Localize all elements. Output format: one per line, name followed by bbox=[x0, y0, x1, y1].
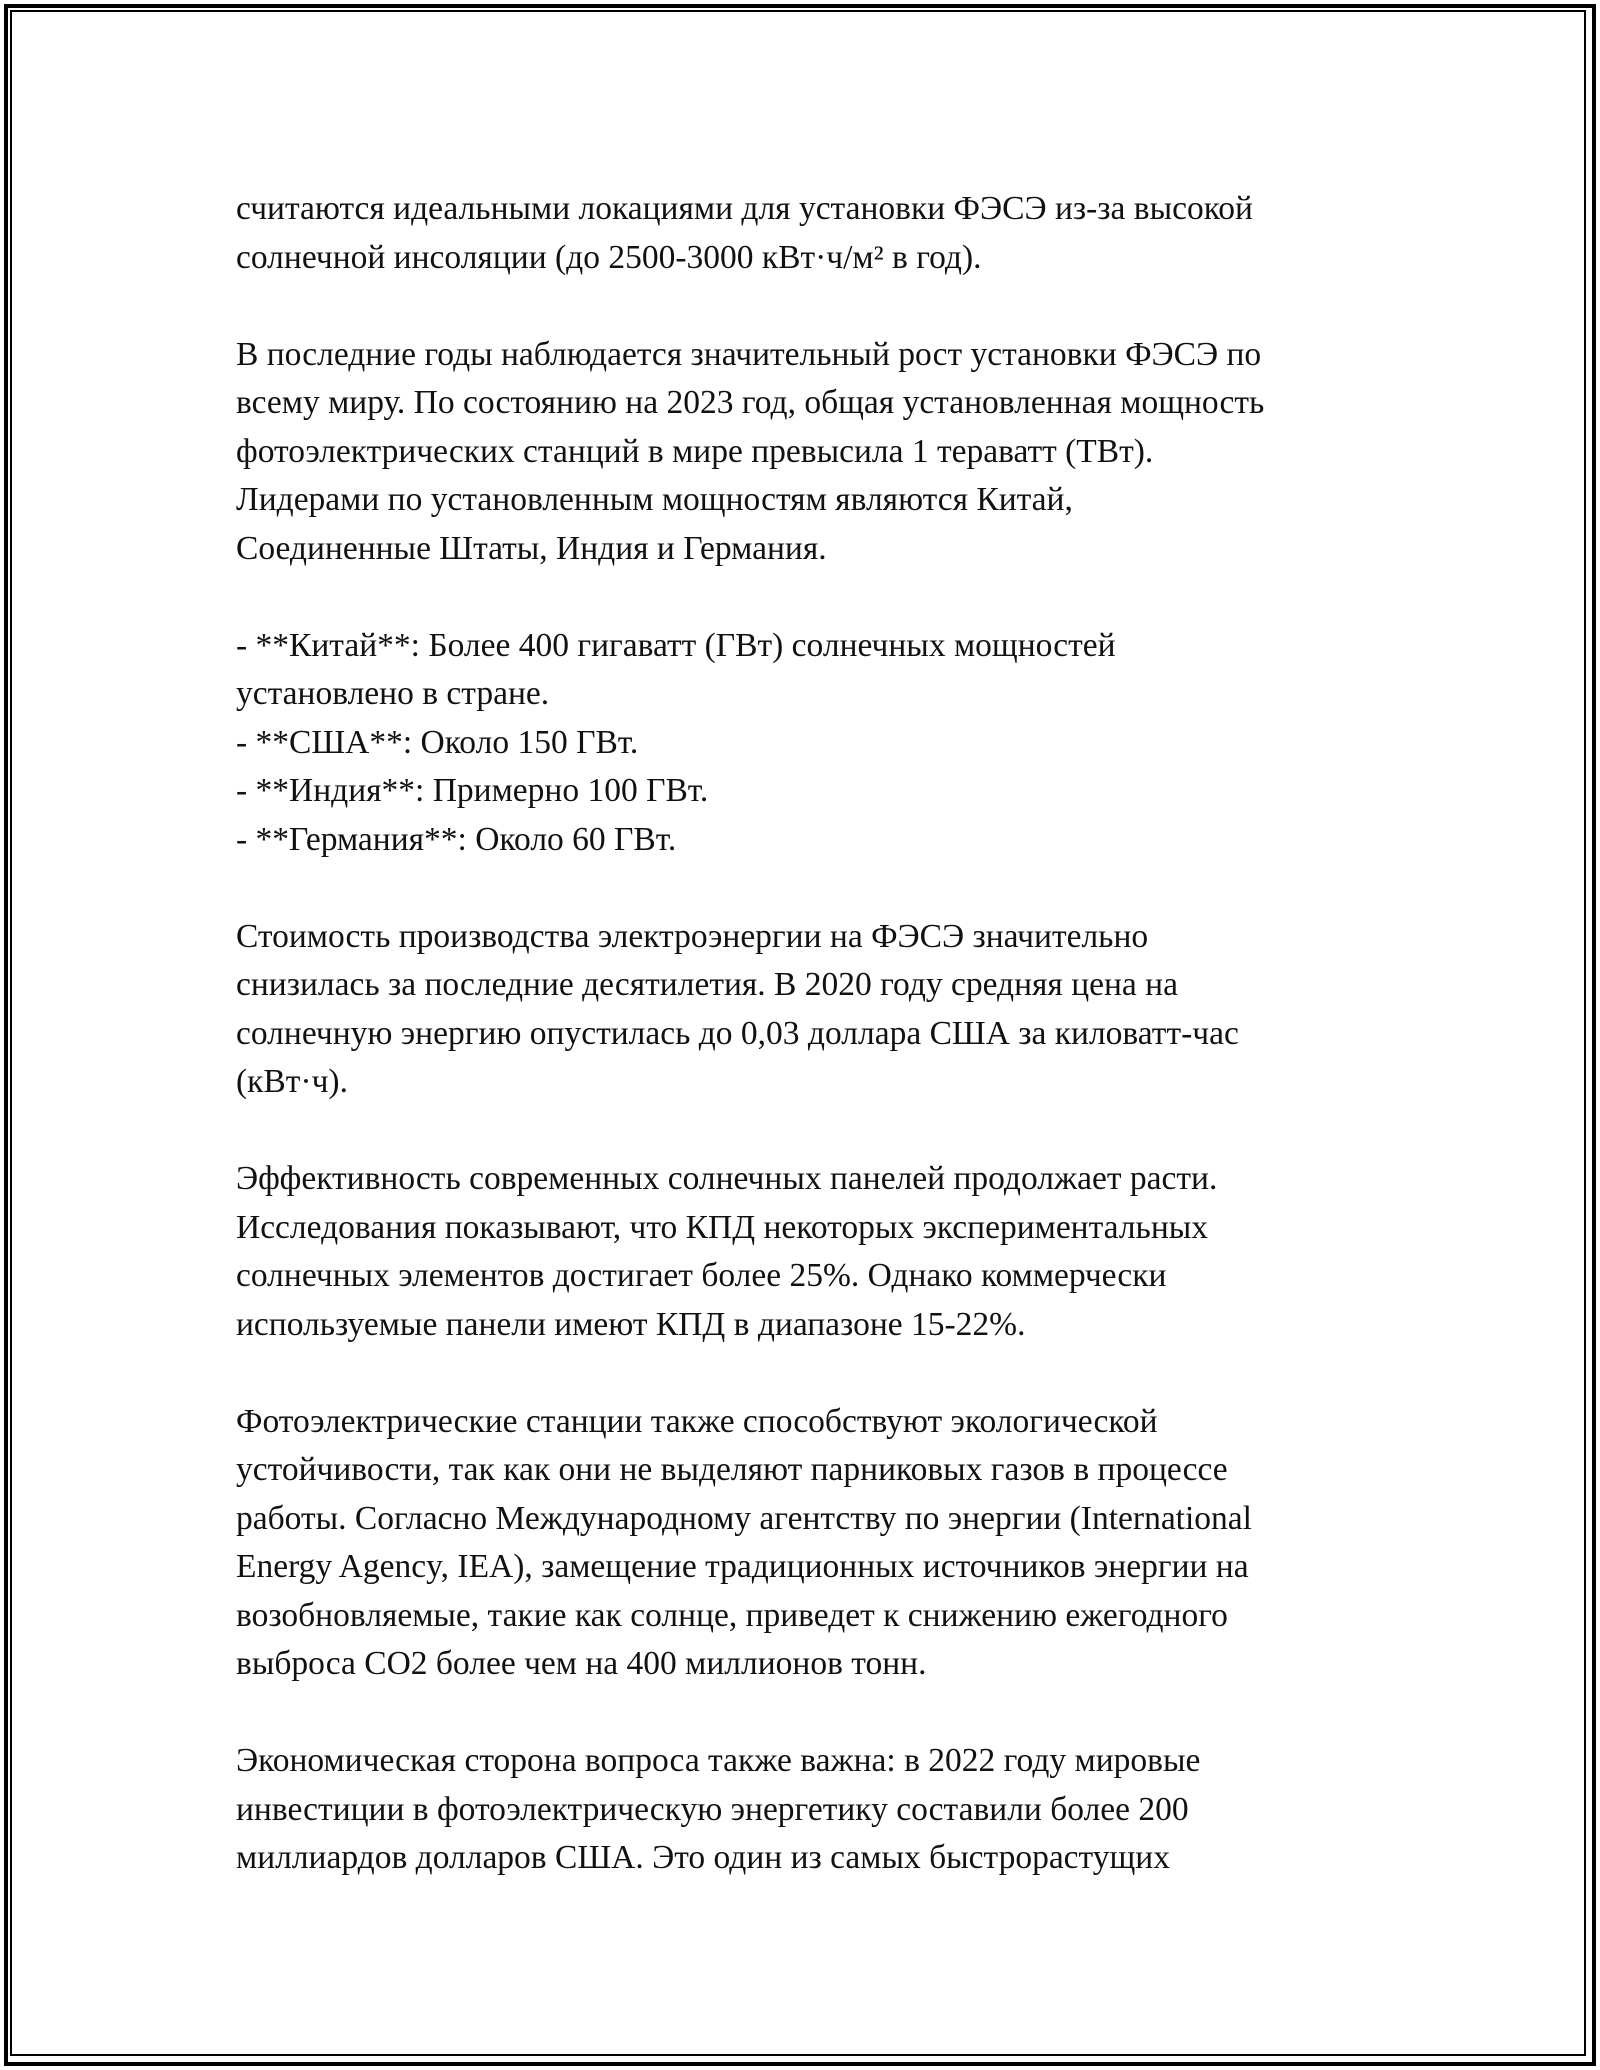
text-line: Лидерами по установленным мощностям являются Китай, bbox=[236, 481, 1073, 518]
text-line: выброса CO2 более чем на 400 миллионов тонн. bbox=[236, 1645, 927, 1682]
paragraph-global-growth bbox=[236, 331, 1416, 574]
text-line: солнечных элементов достигает более 25%. Однако коммерчески bbox=[236, 1257, 1167, 1294]
text-line: снизилась за последние десятилетия. В 2020 году средняя цена на bbox=[236, 966, 1178, 1003]
text-line: работы. Согласно Международному агентству по энергии (International bbox=[236, 1499, 1252, 1537]
text-line: всему миру. По состоянию на 2023 год, общая установленная мощность bbox=[236, 384, 1265, 421]
text-line: солнечной инсоляции (до 2500-3000 кВт·ч/м² в год). bbox=[236, 238, 982, 276]
text-line: солнечную энергию опустилась до 0,03 доллара США за киловатт-час bbox=[236, 1014, 1239, 1052]
text-line: Фотоэлектрические станции также способствуют экологической bbox=[236, 1402, 1158, 1440]
list-item-usa: - **США**: Около 150 ГВт. bbox=[236, 723, 639, 761]
text-line: В последние годы наблюдается значительный рост установки ФЭСЭ по bbox=[236, 335, 1262, 373]
text-line: фотоэлектрических станций в мире превысила 1 тераватт (ТВт). bbox=[236, 432, 1154, 470]
text-line: Исследования показывают, что КПД некоторых экспериментальных bbox=[236, 1208, 1209, 1246]
list-item-india: - **Индия**: Примерно 100 ГВт. bbox=[236, 772, 709, 809]
list-item-china-continued: установлено в стране. bbox=[236, 675, 550, 712]
paragraph-ecology bbox=[236, 1398, 1416, 1689]
text-line: используемые панели имеют КПД в диапазоне 15-22%. bbox=[236, 1305, 1026, 1343]
text-line: возобновляемые, такие как солнце, приведет к снижению ежегодного bbox=[236, 1596, 1228, 1634]
list-item-china: - **Китай**: Более 400 гигаватт (ГВт) солнечных мощностей bbox=[236, 626, 1116, 664]
list-country-capacity bbox=[236, 622, 1416, 865]
paragraph-economics bbox=[236, 1737, 1416, 1883]
text-line: (кВт·ч). bbox=[236, 1063, 348, 1100]
text-line: инвестиции в фотоэлектрическую энергетику составили более 200 bbox=[236, 1790, 1189, 1828]
text-line: Energy Agency, IEA), замещение традиционных источников энергии на bbox=[236, 1548, 1249, 1585]
list-item-germany: - **Германия**: Около 60 ГВт. bbox=[236, 820, 677, 858]
document-body bbox=[236, 185, 1416, 1931]
text-line: Стоимость производства электроэнергии на ФЭСЭ значительно bbox=[236, 917, 1149, 955]
paragraph-efficiency bbox=[236, 1155, 1416, 1349]
text-line: Соединенные Штаты, Индия и Германия. bbox=[236, 529, 827, 567]
text-line: устойчивости, так как они не выделяют парниковых газов в процессе bbox=[236, 1451, 1228, 1488]
text-line: считаются идеальными локациями для установки ФЭСЭ из-за высокой bbox=[236, 190, 1253, 227]
text-line: Экономическая сторона вопроса также важна: в 2022 году мировые bbox=[236, 1742, 1201, 1779]
paragraph-cost bbox=[236, 913, 1416, 1107]
paragraph-insolation bbox=[236, 185, 1416, 282]
text-line: Эффективность современных солнечных панелей продолжает расти. bbox=[236, 1160, 1218, 1197]
text-line: миллиардов долларов США. Это один из самых быстрорастущих bbox=[236, 1839, 1170, 1876]
